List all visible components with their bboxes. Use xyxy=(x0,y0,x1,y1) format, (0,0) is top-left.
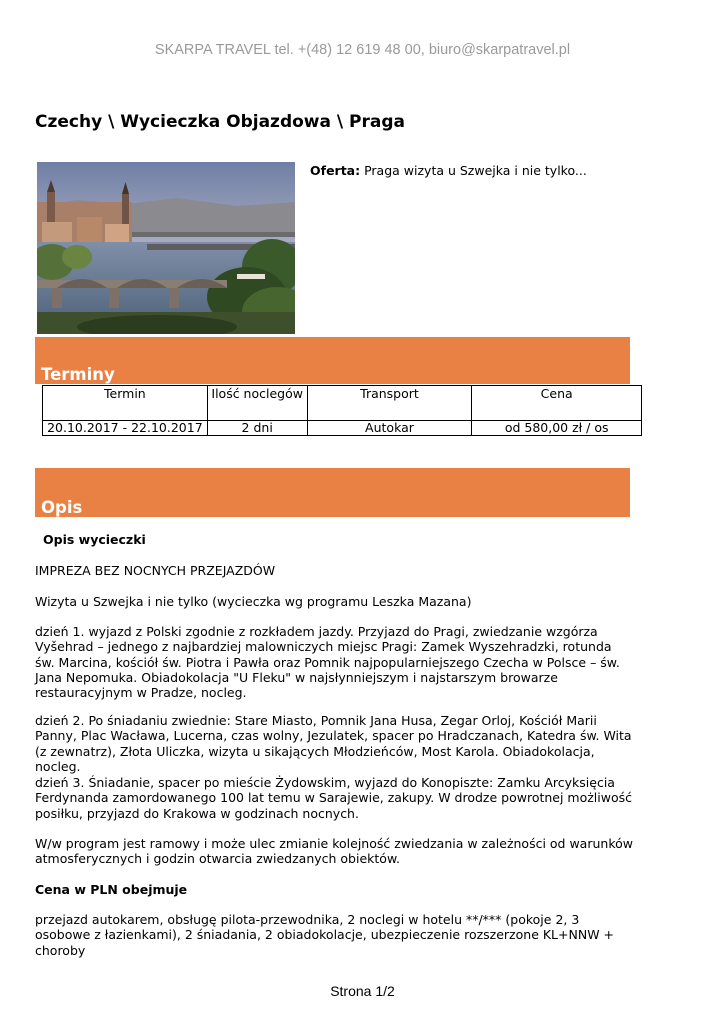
page-title: Czechy \ Wycieczka Objazdowa \ Praga xyxy=(35,112,405,132)
terms-heading: Terminy xyxy=(41,365,115,384)
cell-noclegi: 2 dni xyxy=(207,421,307,436)
description-section-header xyxy=(35,468,630,517)
price-heading: Cena w PLN obejmuje xyxy=(35,882,188,897)
description-paragraph: dzień 3. Śniadanie, spacer po mieście Żydowskim, wyjazd do Konopiszte: Zamku Arcyksięcia Ferdynanda zamordowanego 100 lat temu w Sarajewie, zakupy. W drodze powrotnej możliwość posiłku, przyjazd do Krakowa w godzinach nocnych. xyxy=(35,775,633,821)
offer-line xyxy=(310,163,587,178)
agency-contact-header: SKARPA TRAVEL tel. +(48) 12 619 48 00, biuro@skarpatravel.pl xyxy=(154,42,571,58)
cell-transport: Autokar xyxy=(307,421,472,436)
description-paragraph: IMPREZA BEZ NOCNYCH PRZEJAZDÓW xyxy=(35,563,276,578)
column-header-termin: Termin xyxy=(43,386,208,421)
terms-table-header xyxy=(43,386,642,421)
description-paragraph: dzień 1. wyjazd z Polski zgodnie z rozkładem jazdy. Przyjazd do Pragi, zwiedzanie wzgórza Vyšehrad – jednego z najbardziej malowniczych miejsc Pragi: Zamek Wyszehradzki, rotunda św. Marcina, kościół św. Piotra i Pawła oraz Pomnik najpopularniejszego Czecha w Polsce – św. Jana Nepomuka. Obiadokolacja "U Fleku" w najsłynniejszym i najstarszym browarze restauracyjnym w Pradze, nocleg. xyxy=(35,624,620,701)
description-heading: Opis xyxy=(41,498,83,517)
cell-termin: 20.10.2017 - 22.10.2017 xyxy=(43,421,208,436)
description-paragraph: dzień 2. Po śniadaniu zwiednie: Stare Miasto, Pomnik Jana Husa, Zegar Orloj, Kościół Marii Panny, Plac Wacława, Lucerna, czas wolny, Jezulatek, spacer po Hradczanach, Katedra św. Wita (z zewnatrz), Złota Uliczka, wizyta u sikających Młodzieńców, Most Karola. Obiadokolacja, nocleg. xyxy=(35,713,632,774)
column-header-noclegi: Ilość noclegów xyxy=(207,386,307,421)
description-subheading: Opis wycieczki xyxy=(43,532,146,547)
column-header-transport: Transport xyxy=(307,386,472,421)
terms-section-header xyxy=(35,337,630,384)
description-paragraph: Wizyta u Szwejka i nie tylko (wycieczka wg programu Leszka Mazana) xyxy=(35,594,472,609)
description-paragraph: W/w program jest ramowy i może ulec zmianie kolejność zwiedzania w zależności od warunków atmosferycznych i godzin otwarcia zwiedzanych obiektów. xyxy=(35,836,633,867)
cell-cena: od 580,00 zł / os xyxy=(472,421,642,436)
table-row xyxy=(43,421,642,436)
offer-label: Oferta: xyxy=(310,163,361,178)
column-header-cena: Cena xyxy=(472,386,642,421)
page-number: Strona 1/2 xyxy=(330,983,395,999)
price-text: przejazd autokarem, obsługę pilota-przewodnika, 2 noclegi w hotelu **/*** (pokoje 2, 3 osobowe z łazienkami), 2 śniadania, 2 obiadokolacje, ubezpieczenie rozszerzone KL+NNW + choroby xyxy=(35,912,614,958)
prague-bridges-photo xyxy=(37,162,295,334)
offer-text: Praga wizyta u Szwejka i nie tylko... xyxy=(360,163,587,178)
terms-table xyxy=(42,385,642,436)
